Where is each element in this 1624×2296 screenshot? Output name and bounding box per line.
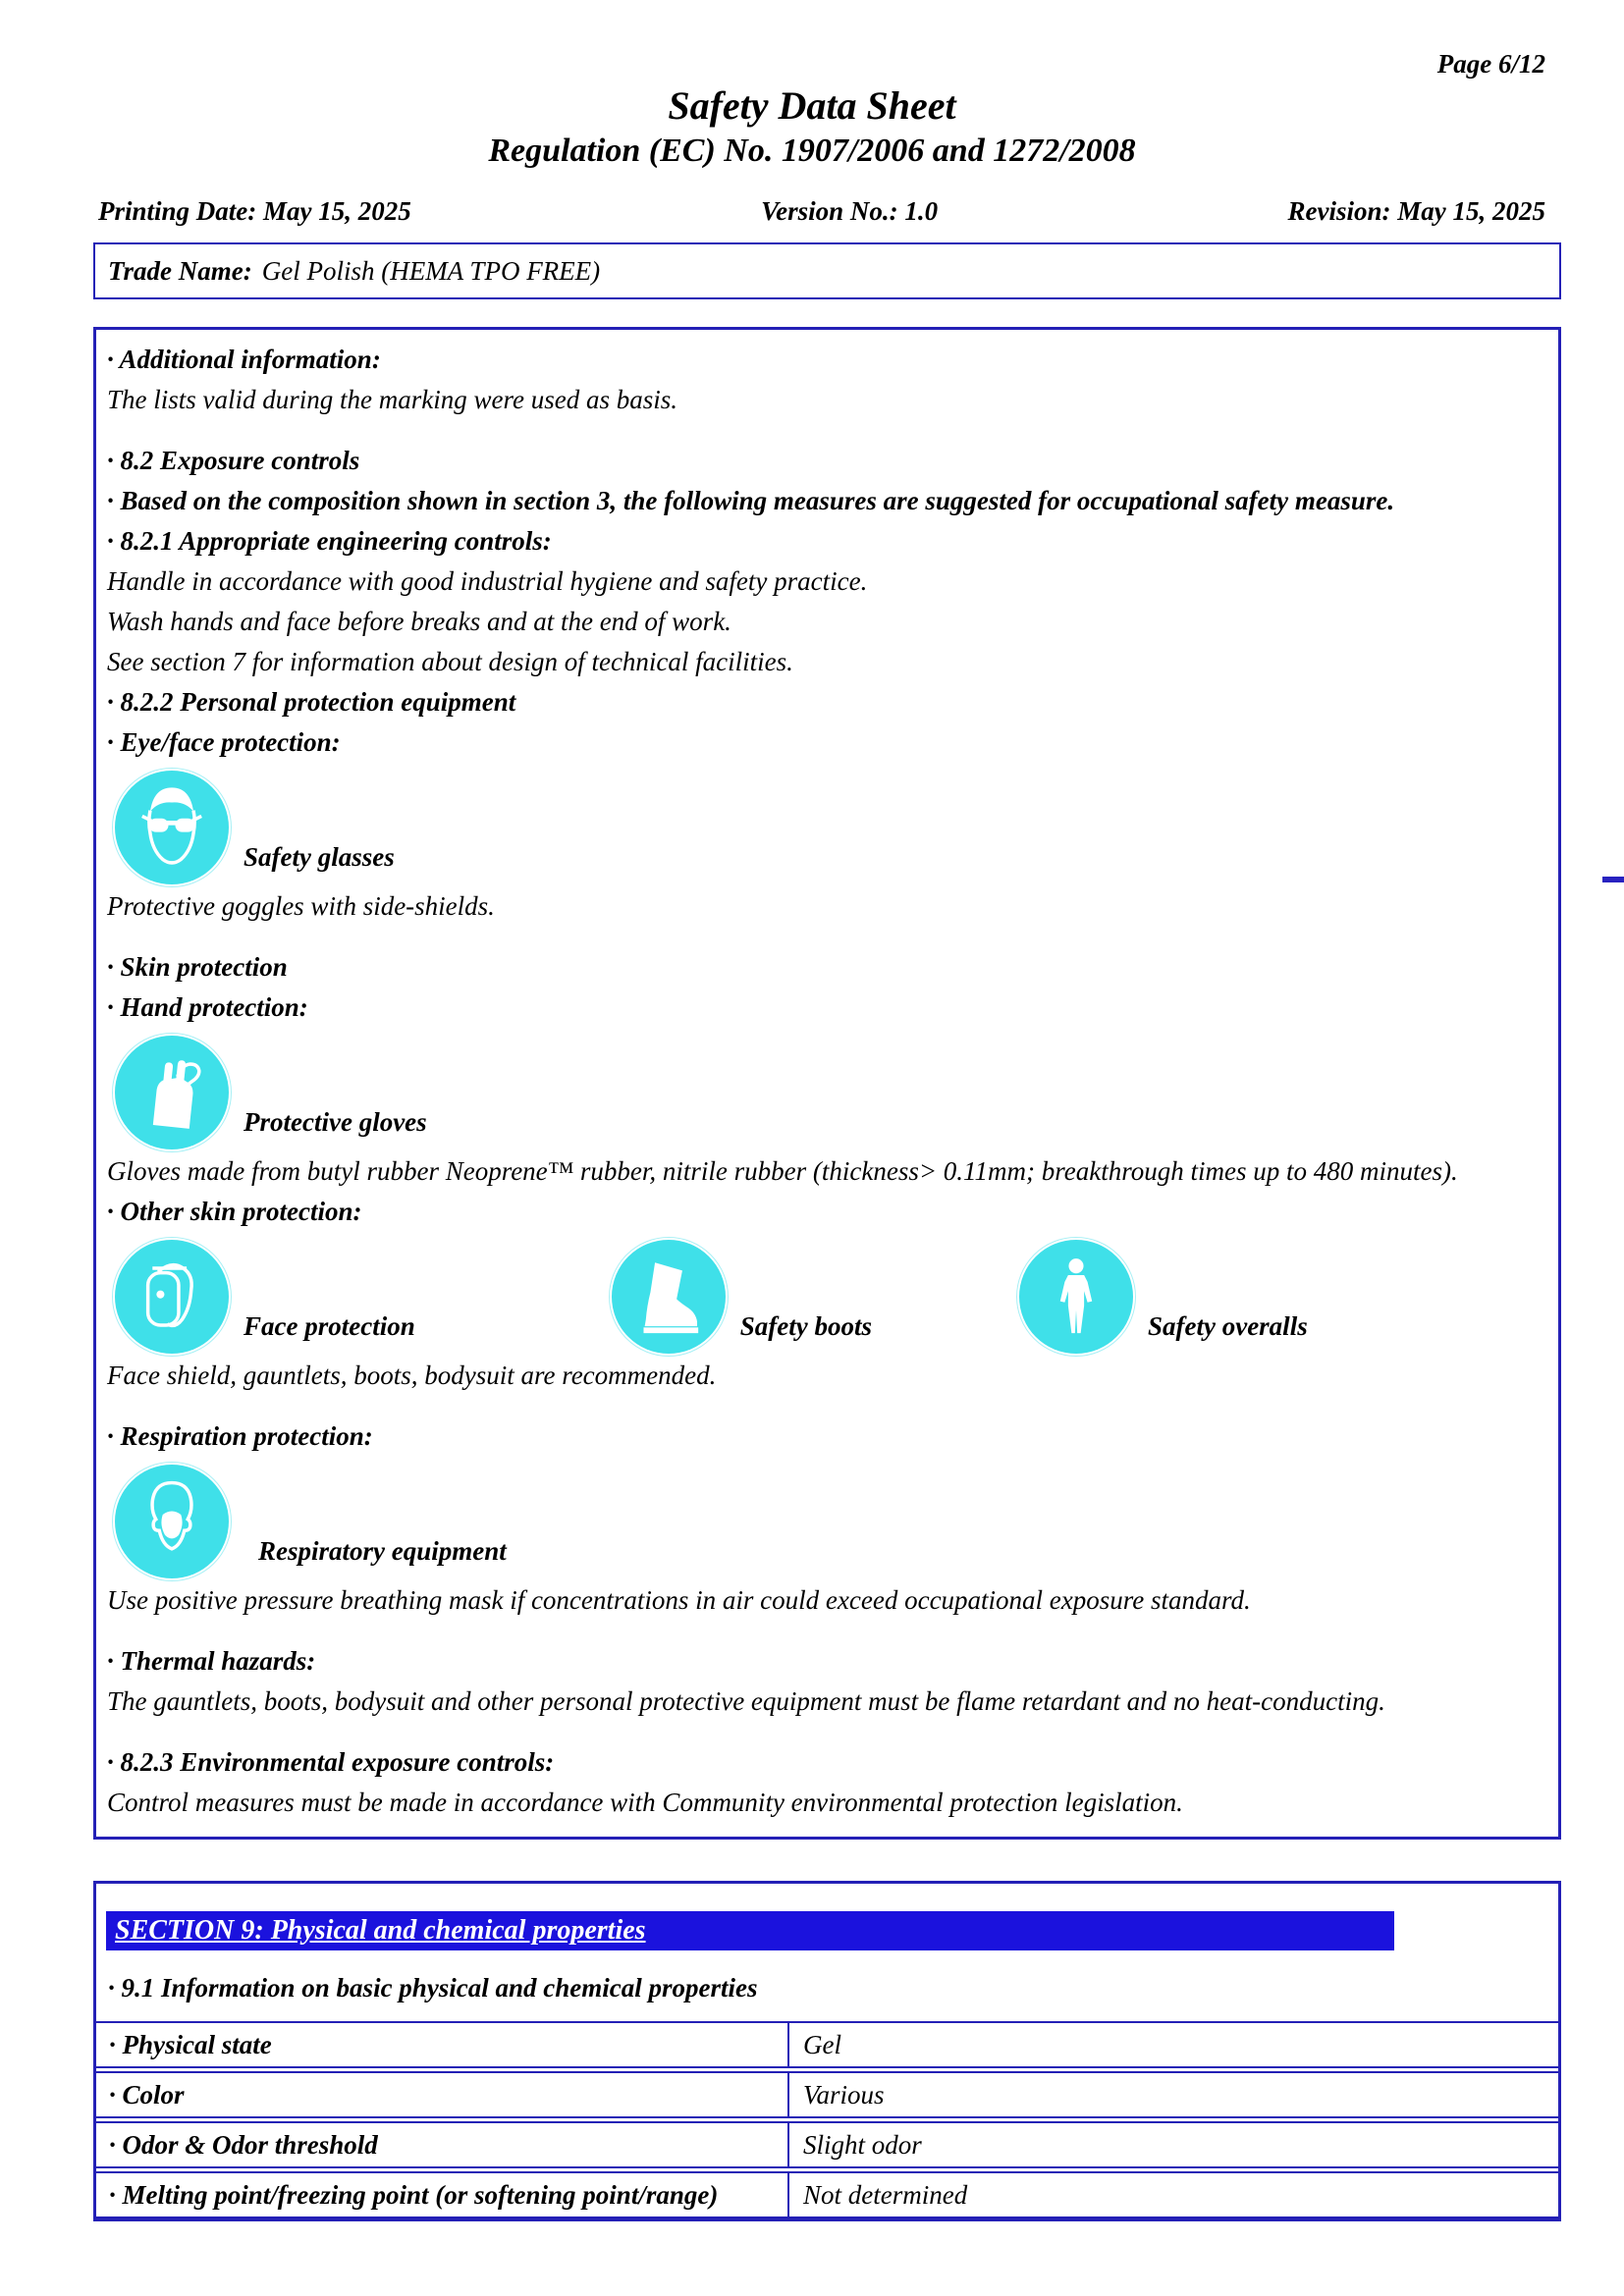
respiration-protection-heading: · Respiration protection: (107, 1421, 373, 1451)
eye-face-icon-row (107, 771, 1548, 884)
safety-glasses-label: Safety glasses (244, 842, 395, 872)
safety-overalls-label: Safety overalls (1147, 1311, 1308, 1341)
table-row (96, 2021, 1558, 2068)
protective-gloves-icon (115, 1036, 229, 1149)
property-value: Slight odor (803, 2129, 922, 2160)
printing-date: Printing Date: May 15, 2025 (98, 196, 411, 226)
environmental-exposure-heading: · 8.2.3 Environmental exposure controls: (107, 1747, 555, 1777)
ppe-heading: · 8.2.2 Personal protection equipment (107, 687, 516, 717)
environmental-exposure-body: Control measures must be made in accordance with Community environmental protection legislation. (107, 1788, 1183, 1817)
revision-date: Revision: May 15, 2025 (1287, 196, 1545, 226)
section9-box (93, 1881, 1561, 2221)
safety-boots-icon (612, 1240, 726, 1354)
respiratory-equipment-label: Respiratory equipment (258, 1536, 507, 1566)
section8-box (93, 327, 1561, 1840)
thermal-hazards-heading: · Thermal hazards: (107, 1646, 316, 1676)
version-number: Version No.: 1.0 (761, 196, 939, 226)
property-name: · Physical state (96, 2023, 789, 2066)
section9-subheading: · 9.1 Information on basic physical and chemical properties (108, 1973, 758, 2002)
protective-gloves-label: Protective gloves (244, 1107, 427, 1137)
face-protection-icon (115, 1240, 229, 1354)
other-skin-protection-body: Face shield, gauntlets, boots, bodysuit are recommended. (107, 1361, 717, 1390)
margin-dash (1602, 877, 1624, 882)
meta-row (98, 196, 1545, 227)
hand-icon-row (107, 1036, 1548, 1149)
eye-face-protection-body: Protective goggles with side-shields. (107, 891, 495, 921)
safety-glasses-icon (115, 771, 229, 884)
physical-properties-table (96, 2021, 1558, 2218)
exposure-controls-heading: · 8.2 Exposure controls (107, 446, 360, 475)
property-value: Gel (803, 2029, 841, 2059)
engineering-controls-line: See section 7 for information about design of technical facilities. (107, 647, 793, 676)
face-protection-label: Face protection (244, 1311, 415, 1341)
property-name: · Color (96, 2073, 789, 2116)
other-skin-protection-heading: · Other skin protection: (107, 1197, 362, 1226)
eye-face-protection-heading: · Eye/face protection: (107, 727, 341, 757)
property-value: Not determined (803, 2179, 968, 2210)
based-on-note: · Based on the composition shown in section 3, the following measures are suggested for occupational safety measure. (107, 486, 1395, 515)
section9-title: SECTION 9: Physical and chemical properties (115, 1915, 646, 1946)
engineering-controls-line: Wash hands and face before breaks and at the end of work. (107, 607, 731, 636)
doc-title: Safety Data Sheet (668, 83, 956, 128)
other-skin-icon-row (107, 1240, 1548, 1354)
respiratory-equipment-icon (115, 1465, 229, 1578)
safety-boots-label: Safety boots (739, 1311, 872, 1341)
property-name: · Odor & Odor threshold (96, 2123, 789, 2166)
trade-name-label: Trade Name: (108, 255, 252, 286)
additional-information-heading: · Additional information: (107, 345, 381, 374)
table-row (96, 2071, 1558, 2118)
skin-protection-heading: · Skin protection (107, 952, 288, 982)
property-name: · Melting point/freezing point (or softening point/range) (96, 2173, 789, 2216)
engineering-controls-heading: · 8.2.1 Appropriate engineering controls: (107, 526, 552, 556)
respiration-icon-row (107, 1465, 1548, 1578)
table-row (96, 2121, 1558, 2168)
respiration-protection-body: Use positive pressure breathing mask if concentrations in air could exceed occupational exposure standard. (107, 1585, 1251, 1615)
table-row (96, 2171, 1558, 2218)
trade-name-box (93, 242, 1561, 299)
hand-protection-heading: · Hand protection: (107, 992, 308, 1022)
hand-protection-body: Gloves made from butyl rubber Neoprene™ rubber, nitrile rubber (thickness> 0.11mm; breakthrough times up to 480 minutes). (107, 1156, 1458, 1186)
page-number: Page 6/12 (1436, 49, 1545, 79)
engineering-controls-line: Handle in accordance with good industrial hygiene and safety practice. (107, 566, 868, 596)
section9-header-bar (106, 1911, 1394, 1950)
additional-information-body: The lists valid during the marking were used as basis. (107, 385, 677, 414)
doc-subtitle: Regulation (EC) No. 1907/2006 and 1272/2008 (488, 133, 1136, 169)
trade-name-value: Gel Polish (HEMA TPO FREE) (261, 255, 601, 286)
property-value: Various (803, 2079, 885, 2109)
thermal-hazards-body: The gauntlets, boots, bodysuit and other personal protective equipment must be flame retardant and no heat-conducting. (107, 1686, 1385, 1716)
safety-overalls-icon (1019, 1240, 1133, 1354)
